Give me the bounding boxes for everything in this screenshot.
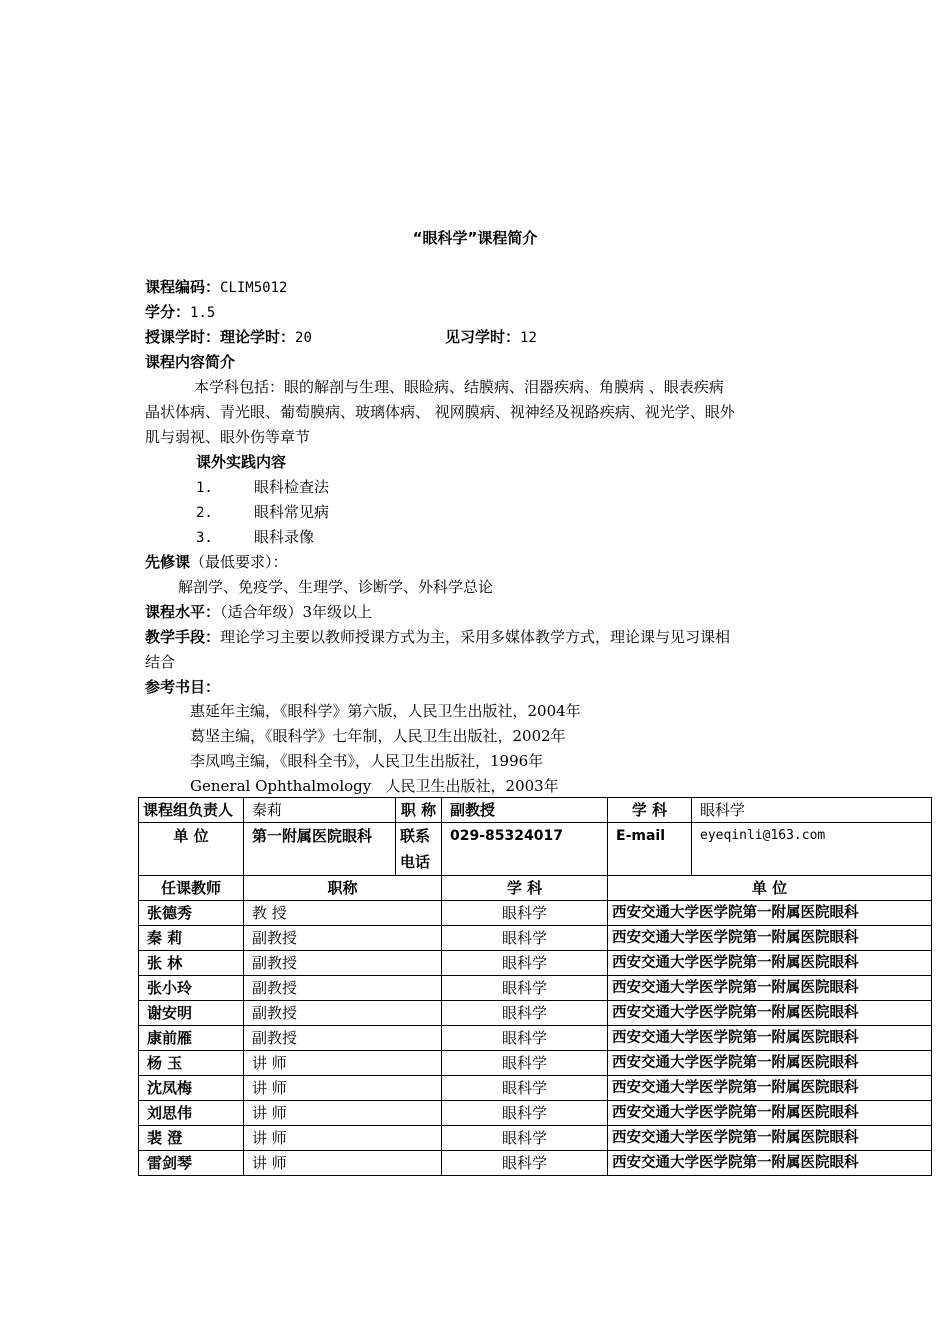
credits-line — [145, 302, 215, 323]
method-label: 教学手段： — [145, 628, 221, 646]
content-heading: 课程内容简介 — [145, 353, 236, 371]
table-column-header-row — [139, 876, 932, 901]
practice-item — [196, 477, 329, 498]
method-value: 理论学习主要以教师授课方式为主，采用多媒体教学方式，理论课与见习课相 — [220, 628, 731, 646]
hours-label: 授课学时： — [145, 328, 221, 346]
teacher-unit: 西安交通大学医学院第一附属医院眼科 — [608, 901, 932, 926]
content-text-line-2: 晶状体病、青光眼、葡萄膜病、玻璃体病、 视网膜病、视神经及视路疾病、视光学、眼外 — [145, 403, 735, 421]
table-header-row-leader — [139, 798, 932, 823]
teacher-name: 张小玲 — [139, 976, 244, 1001]
prereq-label: 先修课 — [145, 553, 191, 571]
email-value: eyeqinli@163.com — [692, 823, 932, 876]
teacher-title: 副教授 — [244, 1001, 442, 1026]
teacher-unit: 西安交通大学医学院第一附属医院眼科 — [608, 926, 932, 951]
teacher-name: 裴 澄 — [139, 1126, 244, 1151]
table-row — [139, 1026, 932, 1051]
teacher-subject: 眼科学 — [442, 1051, 608, 1076]
teacher-table — [138, 797, 932, 1176]
teacher-subject: 眼科学 — [442, 976, 608, 1001]
teacher-name: 刘思伟 — [139, 1101, 244, 1126]
practice-item-text: 眼科录像 — [254, 528, 315, 546]
teacher-rows — [139, 901, 932, 1176]
theory-hours-label: 理论学时： — [220, 328, 296, 346]
column-header-subject: 学 科 — [442, 876, 608, 901]
email-label: E-mail — [608, 823, 692, 876]
practice-hours-line — [445, 327, 537, 348]
teacher-subject: 眼科学 — [442, 1126, 608, 1151]
course-code-line — [145, 277, 287, 298]
credits-label: 学分： — [145, 303, 191, 321]
teacher-name: 秦 莉 — [139, 926, 244, 951]
teacher-unit: 西安交通大学医学院第一附属医院眼科 — [608, 1126, 932, 1151]
title-value: 副教授 — [442, 798, 608, 823]
practice-item-number: 3. — [196, 530, 213, 546]
teacher-title: 副教授 — [244, 926, 442, 951]
phone-label: 联系电话 — [396, 823, 442, 876]
teacher-subject: 眼科学 — [442, 1001, 608, 1026]
teacher-name: 沈凤梅 — [139, 1076, 244, 1101]
teacher-name: 康前雁 — [139, 1026, 244, 1051]
teacher-title: 副教授 — [244, 951, 442, 976]
practice-item-text: 眼科常见病 — [254, 503, 330, 521]
table-row — [139, 951, 932, 976]
table-row — [139, 1001, 932, 1026]
prereq-note: （最低要求）： — [190, 553, 288, 571]
unit-label: 单 位 — [139, 823, 244, 876]
references-heading: 参考书目： — [145, 678, 221, 696]
teacher-unit: 西安交通大学医学院第一附属医院眼科 — [608, 1076, 932, 1101]
teacher-title: 讲 师 — [244, 1151, 442, 1176]
leader-value: 秦莉 — [244, 798, 396, 823]
teacher-unit: 西安交通大学医学院第一附属医院眼科 — [608, 1051, 932, 1076]
course-code-label: 课程编码： — [145, 278, 221, 296]
unit-value: 第一附属医院眼科 — [244, 823, 396, 876]
subject-label: 学 科 — [608, 798, 692, 823]
column-header-title: 职称 — [244, 876, 442, 901]
practice-hours-value: 12 — [520, 330, 537, 346]
practice-content-heading: 课外实践内容 — [196, 453, 287, 471]
credits-value: 1.5 — [190, 305, 216, 321]
practice-hours-label: 见习学时： — [445, 328, 521, 346]
teacher-name: 杨 玉 — [139, 1051, 244, 1076]
teacher-unit: 西安交通大学医学院第一附属医院眼科 — [608, 1026, 932, 1051]
reference-item: 葛坚主编，《眼科学》七年制，人民卫生出版社，2002年 — [190, 727, 566, 745]
subject-value: 眼科学 — [692, 798, 932, 823]
teacher-unit: 西安交通大学医学院第一附属医院眼科 — [608, 1151, 932, 1176]
table-row — [139, 1076, 932, 1101]
column-header-unit: 单 位 — [608, 876, 932, 901]
practice-item-text: 眼科检查法 — [254, 478, 330, 496]
reference-item: 惠延年主编，《眼科学》第六版，人民卫生出版社，2004年 — [190, 702, 581, 720]
practice-item — [196, 527, 314, 548]
content-text-line-1: 本学科包括：眼的解剖与生理、眼睑病、结膜病、泪器疾病、角膜病 、眼表疾病 — [194, 378, 724, 396]
level-line — [145, 602, 372, 622]
teacher-subject: 眼科学 — [442, 926, 608, 951]
table-row — [139, 976, 932, 1001]
teacher-unit: 西安交通大学医学院第一附属医院眼科 — [608, 1101, 932, 1126]
prereq-value: 解剖学、免疫学、生理学、诊断学、外科学总论 — [178, 578, 494, 596]
teacher-title: 教 授 — [244, 901, 442, 926]
table-row — [139, 926, 932, 951]
method-line — [145, 627, 730, 647]
table-row — [139, 1101, 932, 1126]
hours-line — [145, 327, 312, 348]
reference-item: General Ophthalmology 人民卫生出版社，2003年 — [190, 777, 559, 795]
table-header-row-unit — [139, 823, 932, 876]
phone-value: 029-85324017 — [442, 823, 608, 876]
teacher-subject: 眼科学 — [442, 901, 608, 926]
teacher-title: 副教授 — [244, 1026, 442, 1051]
teacher-subject: 眼科学 — [442, 1076, 608, 1101]
method-value-line-2: 结合 — [145, 653, 176, 671]
title-label: 职 称 — [396, 798, 442, 823]
teacher-name: 谢安明 — [139, 1001, 244, 1026]
document-title: “眼科学”课程简介 — [412, 229, 538, 247]
prereq-line — [145, 552, 288, 572]
table-row — [139, 1051, 932, 1076]
level-value: （适合年级）3年级以上 — [220, 603, 373, 621]
teacher-title: 讲 师 — [244, 1051, 442, 1076]
teacher-unit: 西安交通大学医学院第一附属医院眼科 — [608, 1001, 932, 1026]
teacher-title: 副教授 — [244, 976, 442, 1001]
teacher-subject: 眼科学 — [442, 1026, 608, 1051]
teacher-name: 张德秀 — [139, 901, 244, 926]
column-header-teacher: 任课教师 — [139, 876, 244, 901]
teacher-name: 雷剑琴 — [139, 1151, 244, 1176]
teacher-subject: 眼科学 — [442, 1151, 608, 1176]
table-row — [139, 1151, 932, 1176]
content-text-line-3: 肌与弱视、眼外伤等章节 — [145, 428, 311, 446]
level-label: 课程水平： — [145, 603, 221, 621]
table-row — [139, 1126, 932, 1151]
reference-item: 李凤鸣主编，《眼科全书》，人民卫生出版社，1996年 — [190, 752, 544, 770]
practice-item-number: 1. — [196, 480, 213, 496]
practice-item-number: 2. — [196, 505, 213, 521]
table-row — [139, 901, 932, 926]
leader-label: 课程组负责人 — [139, 798, 244, 823]
teacher-title: 讲 师 — [244, 1076, 442, 1101]
teacher-title: 讲 师 — [244, 1126, 442, 1151]
practice-item — [196, 502, 329, 523]
teacher-subject: 眼科学 — [442, 1101, 608, 1126]
theory-hours-value: 20 — [295, 330, 312, 346]
teacher-name: 张 林 — [139, 951, 244, 976]
course-code-value: CLIM5012 — [220, 280, 288, 296]
teacher-unit: 西安交通大学医学院第一附属医院眼科 — [608, 976, 932, 1001]
teacher-title: 讲 师 — [244, 1101, 442, 1126]
teacher-subject: 眼科学 — [442, 951, 608, 976]
teacher-unit: 西安交通大学医学院第一附属医院眼科 — [608, 951, 932, 976]
